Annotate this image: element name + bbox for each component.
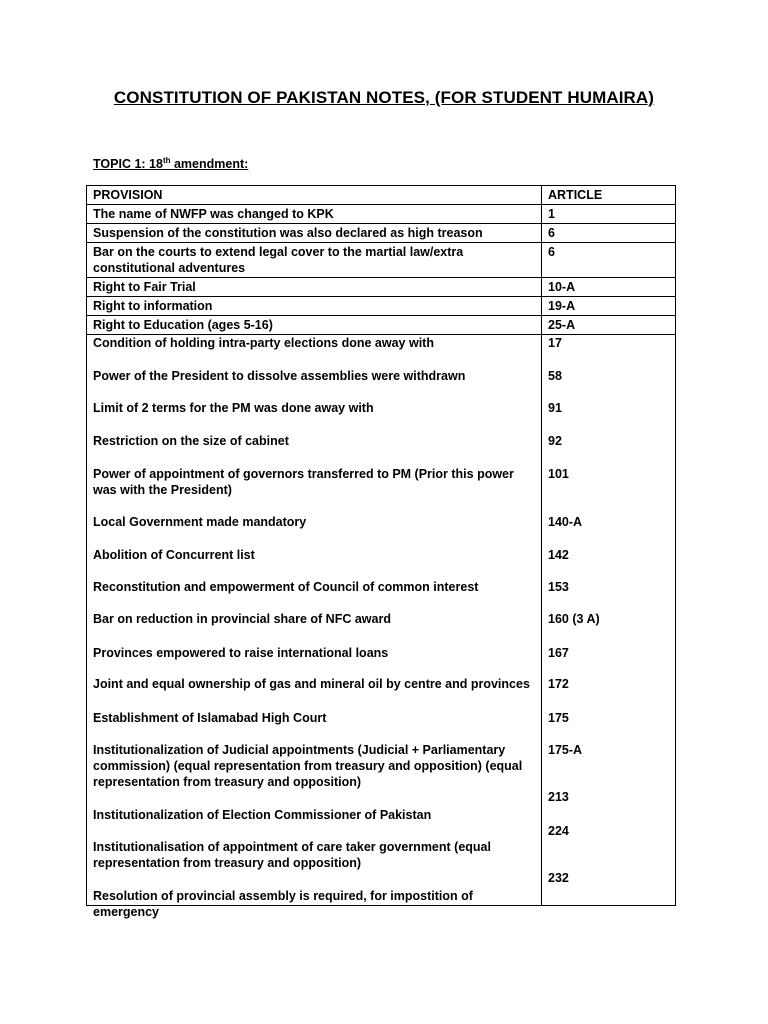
article-item: 153 [548, 580, 569, 595]
page-title: CONSTITUTION OF PAKISTAN NOTES, (FOR STUDENT HUMAIRA) [113, 88, 655, 107]
table-row [87, 278, 676, 297]
table-header-row [87, 186, 676, 205]
provision-item: Power of the President to dissolve assemblies were withdrawn [93, 368, 466, 383]
provision-item: Restriction on the size of cabinet [93, 433, 289, 448]
provision-item: Institutionalisation of appointment of care taker government (equal representation from treasury and opposition) [93, 839, 491, 870]
article-item: 92 [548, 433, 562, 448]
article-cell: 1 [542, 205, 676, 224]
provision-item: Power of appointment of governors transferred to PM (Prior this power was with the President) [93, 466, 514, 497]
article-cell: 19-A [542, 297, 676, 316]
provision-item: Provinces empowered to raise international loans [93, 645, 389, 660]
article-cell: 6 [542, 224, 676, 243]
article-item: 175 [548, 711, 569, 726]
provision-cell: Bar on the courts to extend legal cover to the martial law/extra constitutional adventures [87, 243, 542, 278]
provision-cell: Suspension of the constitution was also declared as high treason [87, 224, 542, 243]
provision-cell: Right to Education (ages 5-16) [87, 316, 542, 335]
article-item: 160 (3 A) [548, 612, 600, 627]
provision-item: Condition of holding intra-party elections done away with [93, 336, 434, 350]
article-item: 172 [548, 677, 569, 692]
topic-suffix: amendment: [170, 157, 249, 171]
provision-cell: The name of NWFP was changed to KPK [87, 205, 542, 224]
provision-item: Abolition of Concurrent list [93, 547, 255, 562]
article-item: 142 [548, 547, 569, 562]
merged-provision-cell [87, 335, 542, 919]
topic-heading [93, 157, 248, 171]
article-item: 140-A [548, 515, 583, 530]
article-item: 175-A [548, 742, 583, 757]
provision-item: Institutionalization of Election Commissioner of Pakistan [93, 807, 432, 822]
article-item: 17 [548, 336, 562, 350]
provision-item: Joint and equal ownership of gas and mineral oil by centre and provinces [93, 677, 530, 692]
provision-item: Institutionalization of Judicial appointments (Judicial + Parliamentary commission) (equal representation from treasury and opposition) (equal representation from treasury and opposition) [93, 742, 523, 789]
provision-item: Limit of 2 terms for the PM was done away with [93, 401, 374, 416]
article-item: 101 [548, 466, 569, 481]
topic-superscript: th [162, 155, 171, 165]
header-article: ARTICLE [542, 186, 676, 205]
article-cell: 6 [542, 243, 676, 278]
header-provision: PROVISION [87, 186, 542, 205]
topic-prefix: TOPIC 1: 18 [93, 157, 163, 171]
provision-item: Reconstitution and empowerment of Council of common interest [93, 580, 479, 595]
table-row-merged [87, 335, 676, 906]
article-item: 213 [548, 790, 569, 805]
article-cell: 10-A [542, 278, 676, 297]
article-item: 232 [548, 871, 569, 886]
table-row [87, 205, 676, 224]
table-row [87, 297, 676, 316]
article-item: 91 [548, 401, 562, 416]
provision-item: Local Government made mandatory [93, 515, 307, 530]
provision-item: Bar on reduction in provincial share of NFC award [93, 611, 391, 626]
merged-article-cell [542, 335, 676, 906]
article-item: 167 [548, 645, 569, 660]
table-row [87, 224, 676, 243]
article-item: 224 [548, 823, 569, 838]
provision-item: Resolution of provincial assembly is required, for impostition of emergency [93, 888, 473, 919]
provisions-table [86, 185, 676, 919]
provision-item: Establishment of Islamabad High Court [93, 710, 327, 725]
table-row [87, 243, 676, 278]
provision-cell: Right to information [87, 297, 542, 316]
table-row [87, 316, 676, 335]
article-item: 58 [548, 368, 562, 383]
provision-cell: Right to Fair Trial [87, 278, 542, 297]
article-cell: 25-A [542, 316, 676, 335]
